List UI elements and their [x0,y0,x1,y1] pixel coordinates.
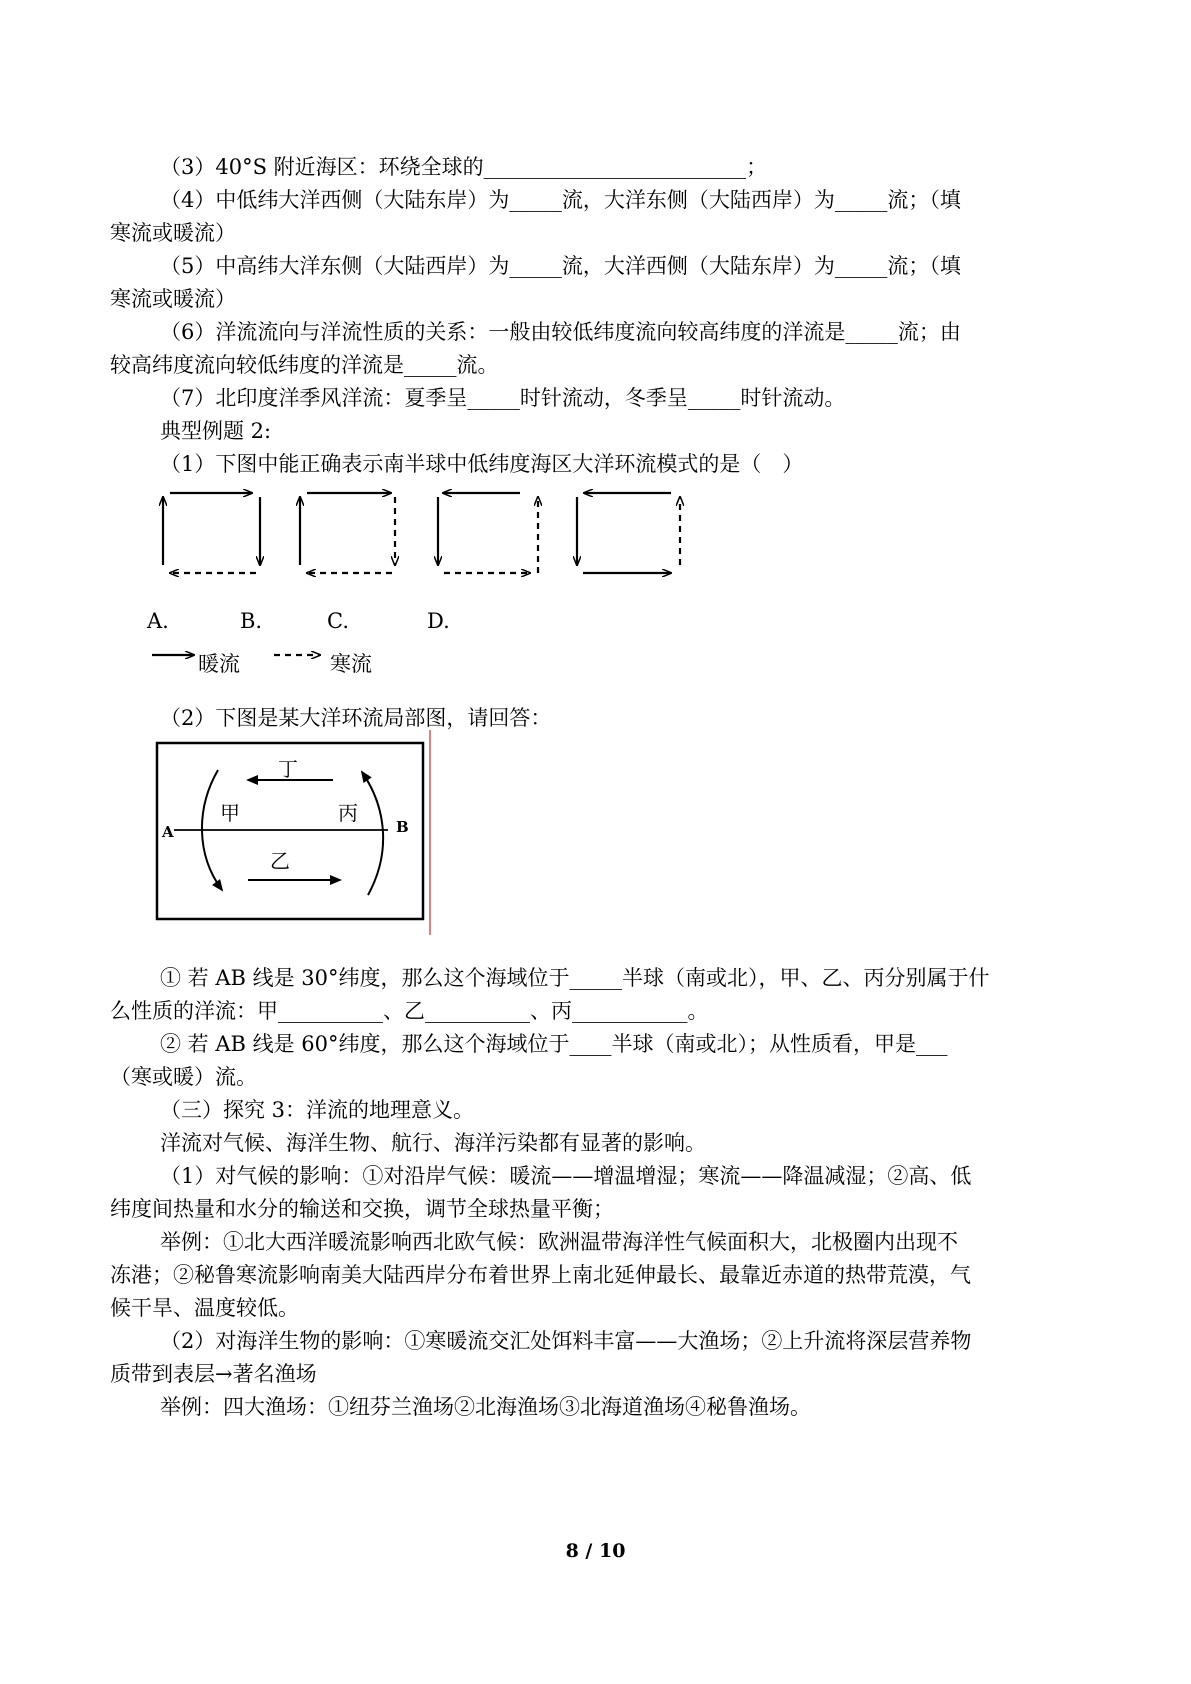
answer-2-cont: （寒或暖）流。 [110,1065,257,1089]
answer-2: ② 若 AB 线是 60°纬度，那么这个海域位于____半球（南或北）；从性质看，甲是___ [160,1032,948,1056]
fill-line-6-cont: 较高纬度流向较低纬度的洋流是_____流。 [110,353,499,377]
example-heading: 典型例题 2: [160,419,272,443]
cold-current-legend-arrow [272,645,327,665]
fill-line-7: （7）北印度洋季风洋流：夏季呈_____时针流动，冬季呈_____时针流动。 [160,386,846,410]
label-ding: 丁 [278,757,298,781]
climate-effect: （1）对气候的影响：①对沿岸气候：暖流——增温增湿；寒流——降温减湿；②高、低 [160,1164,972,1188]
legend-warm-label: 暖流 [198,652,240,676]
option-c-label: C. [327,609,349,633]
marine-effect: （2）对海洋生物的影响：①寒暖流交汇处饵料丰富——大渔场；②上升流将深层营养物 [160,1329,972,1353]
section-3-intro: 洋流对气候、海洋生物、航行、海洋污染都有显著的影响。 [160,1131,706,1155]
climate-effect-cont: 纬度间热量和水分的输送和交换，调节全球热量平衡； [110,1197,614,1221]
question-2: （2）下图是某大洋环流局部图，请回答： [160,706,552,730]
fill-line-4: （4）中低纬大洋西侧（大陆东岸）为_____流，大洋东侧（大陆西岸）为_____流；（填 [160,188,961,212]
option-b-label: B. [240,609,263,633]
option-c-diagram [438,493,538,573]
label-yi: 乙 [270,849,290,873]
fill-line-4-cont: 寒流或暖流） [110,221,236,245]
answer-1-cont: 么性质的洋流：甲__________、乙__________、丙___________。 [110,999,709,1023]
option-b-diagram [300,493,395,573]
climate-example-cont: 冻港；②秘鲁寒流影响南美大陆西岸分布着世界上南北延伸最长、最靠近赤道的热带荒漠，气 [110,1263,971,1287]
fill-line-3: （3）40°S 附近海区：环绕全球的_________________________； [160,155,768,179]
climate-example-cont-2: 候干旱、温度较低。 [110,1296,299,1320]
label-b: B [396,818,409,836]
fill-line-5: （5）中高纬大洋东侧（大陆西岸）为_____流，大洋西侧（大陆东岸）为_____流；（填 [160,254,961,278]
fishery-example: 举例：四大渔场：①纽芬兰渔场②北海渔场③北海道渔场④秘鲁渔场。 [160,1395,811,1419]
fill-line-5-cont: 寒流或暖流） [110,287,236,311]
option-d-label: D. [427,609,450,633]
climate-example: 举例：①北大西洋暖流影响西北欧气候：欧洲温带海洋性气候面积大，北极圈内出现不 [160,1230,958,1254]
option-a-diagram [163,493,260,573]
ocean-circulation-diagram [150,730,440,935]
label-a: A [162,823,174,841]
option-d-diagram [577,493,680,573]
label-bing: 丙 [338,801,358,825]
question-1: （1）下图中能正确表示南半球中低纬度海区大洋环流模式的是（ ） [160,452,804,476]
warm-current-legend-arrow [150,645,200,665]
answer-1: ① 若 AB 线是 30°纬度，那么这个海域位于_____半球（南或北），甲、乙、丙分别属于什 [160,966,990,990]
circulation-options-diagram [150,485,770,605]
page-number: 8 / 10 [565,1540,626,1562]
section-3-heading: （三）探究 3：洋流的地理意义。 [160,1098,475,1122]
legend-cold-label: 寒流 [330,652,372,676]
marine-effect-cont: 质带到表层→著名渔场 [110,1362,317,1386]
fill-line-6: （6）洋流流向与洋流性质的关系：一般由较低纬度流向较高纬度的洋流是_____流；由 [160,320,961,344]
option-a-label: A. [147,609,169,633]
label-jia: 甲 [220,801,240,825]
